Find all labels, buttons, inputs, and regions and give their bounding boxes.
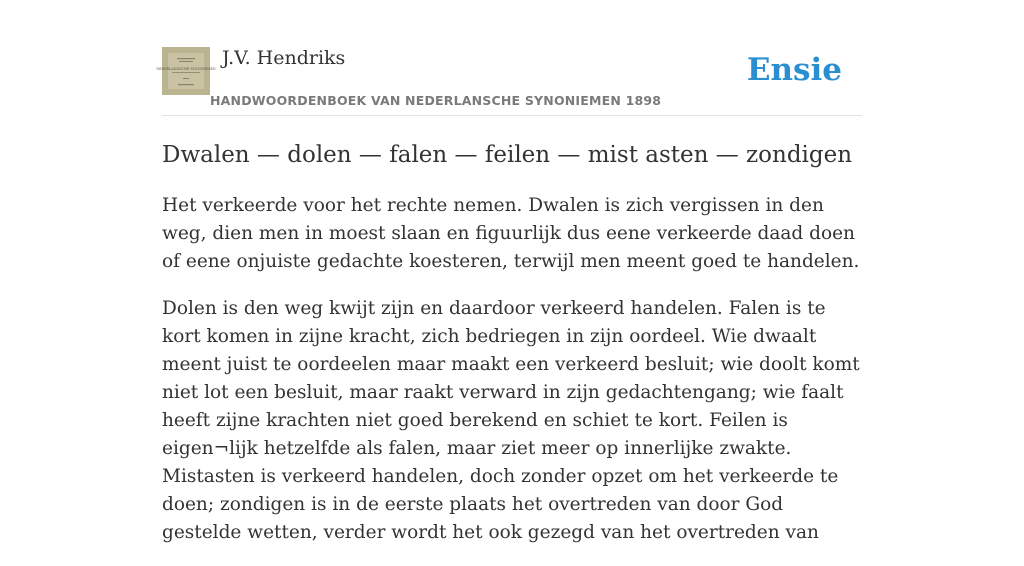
article-paragraph: Dolen is den weg kwijt zijn en daardoor verkeerd handelen. Falen is te kort komen in zijne kracht, zich bedriegen in zijn oordeel. Wie dwaalt meent juist te oordeelen maar maakt een verkeerd besluit; wie doolt komt niet lot een besluit, maar raakt verward in zijn gedachtengang; wie faalt heeft zijne krachten niet goed berekend en schiet te kort. Feilen is eigen¬lijk hetzelfde als falen, maar ziet meer op innerlijke zwakte. Mistasten is verkeerd handelen, doch zonder opzet om het verkeerde te doen; zondigen is in de eerste plaats het overtreden van door God gestelde wetten, verder wordt het ook gezegd van het overtreden van bbox=[162, 298, 860, 543]
header-divider bbox=[162, 115, 862, 116]
brand-logo[interactable]: Ensie bbox=[746, 52, 842, 88]
page-title: Dwalen — dolen — falen — feilen — mist asten — zondigen bbox=[162, 142, 853, 168]
header bbox=[156, 46, 862, 116]
source-avatar[interactable] bbox=[156, 47, 216, 95]
book-cover-icon bbox=[156, 47, 216, 95]
source-title[interactable]: HANDWOORDENBOEK VAN NEDERLANSCHE SYNONIEMEN 1898 bbox=[210, 93, 662, 108]
article-body bbox=[162, 192, 868, 566]
author-name[interactable]: J.V. Hendriks bbox=[222, 47, 346, 69]
article-paragraph: Het verkeerde voor het rechte nemen. Dwalen is zich vergissen in den weg, dien men in moest slaan en figuurlijk dus eene verkeerde daad doen of eene onjuiste gedachte koesteren, terwijl men meent goed te handelen. bbox=[162, 195, 860, 272]
avatar-cover-text: NEDERLANDSCHE SYNONIEMEN bbox=[156, 67, 216, 71]
